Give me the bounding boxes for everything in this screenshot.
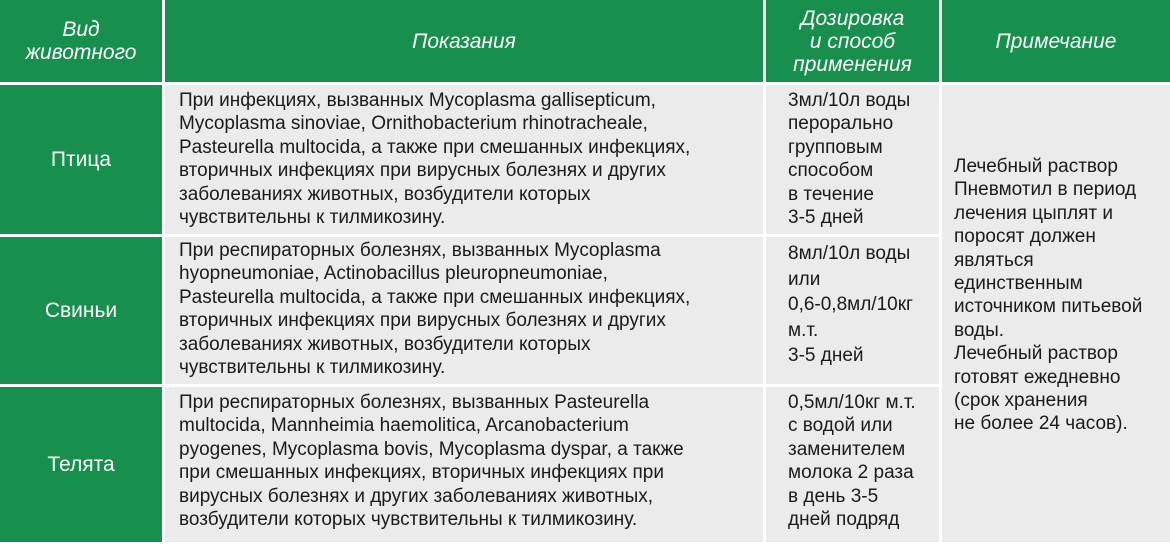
row-pig-animal — [0, 237, 162, 384]
note-cell: Лечебный раствор Пневмотил в период лечения цыплят и поросят должен являться единственным источником питьевой воды. Лечебный раствор готовят ежедневно (срок хранения не более 24 часов). — [942, 85, 1170, 542]
row-calf-indications: При респираторных болезнях, вызванных Pasteurella multocida, Mannheimia haemolitica, Arcanobacterium pyogenes, Mycoplasma bovis, Mycoplasma dyspar, а также при смешанных инфекциях, вторичных инфекциях при вирусных болезнях и других заболеваниях животных, возбудители которых чувствительны к тилмикозину. — [165, 387, 763, 542]
row-bird-dosage: 3мл/10л воды перорально групповым способом в течение 3-5 дней — [766, 85, 939, 234]
header-dosage-label: Дозировка и способ применения — [793, 6, 912, 76]
animal-label: Птица — [50, 147, 112, 171]
header-species — [0, 0, 162, 82]
row-calf-dosage: 0,5мл/10кг м.т. с водой или заменителем молока 2 раза в день 3-5 дней подряд — [766, 387, 939, 542]
header-indications-label: Показания — [412, 29, 516, 53]
header-indications — [165, 0, 763, 82]
header-dosage — [766, 0, 939, 82]
animal-label: Телята — [47, 452, 115, 476]
row-pig-dosage: 8мл/10л воды или 0,6-0,8мл/10кг м.т. 3-5 дней — [766, 237, 939, 384]
row-pig-indications: При респираторных болезнях, вызванных Mycoplasma hyopneumoniae, Actinobacillus pleuropneumoniae, Pasteurella multocida, а также при смешанных инфекциях, вторичных инфекциях при вирусных болезнях и других заболеваниях животных, возбудители которых чувствительны к тилмикозину. — [165, 237, 763, 384]
row-calf-animal — [0, 387, 162, 542]
header-species-label: Вид животного — [25, 18, 137, 64]
header-note-label: Примечание — [995, 29, 1117, 53]
row-bird-indications: При инфекциях, вызванных Mycoplasma gallisepticum, Mycoplasma sinoviae, Ornithobacterium rhinotracheale, Pasteurella multocida, а также при смешанных инфекциях, вторичных инфекциях при вирусных болезнях и других заболеваниях животных, возбудители которых чувствительны к тилмикозину. — [165, 85, 763, 234]
row-bird-animal — [0, 85, 162, 234]
header-note — [942, 0, 1170, 82]
animal-label: Свиньи — [44, 298, 118, 322]
